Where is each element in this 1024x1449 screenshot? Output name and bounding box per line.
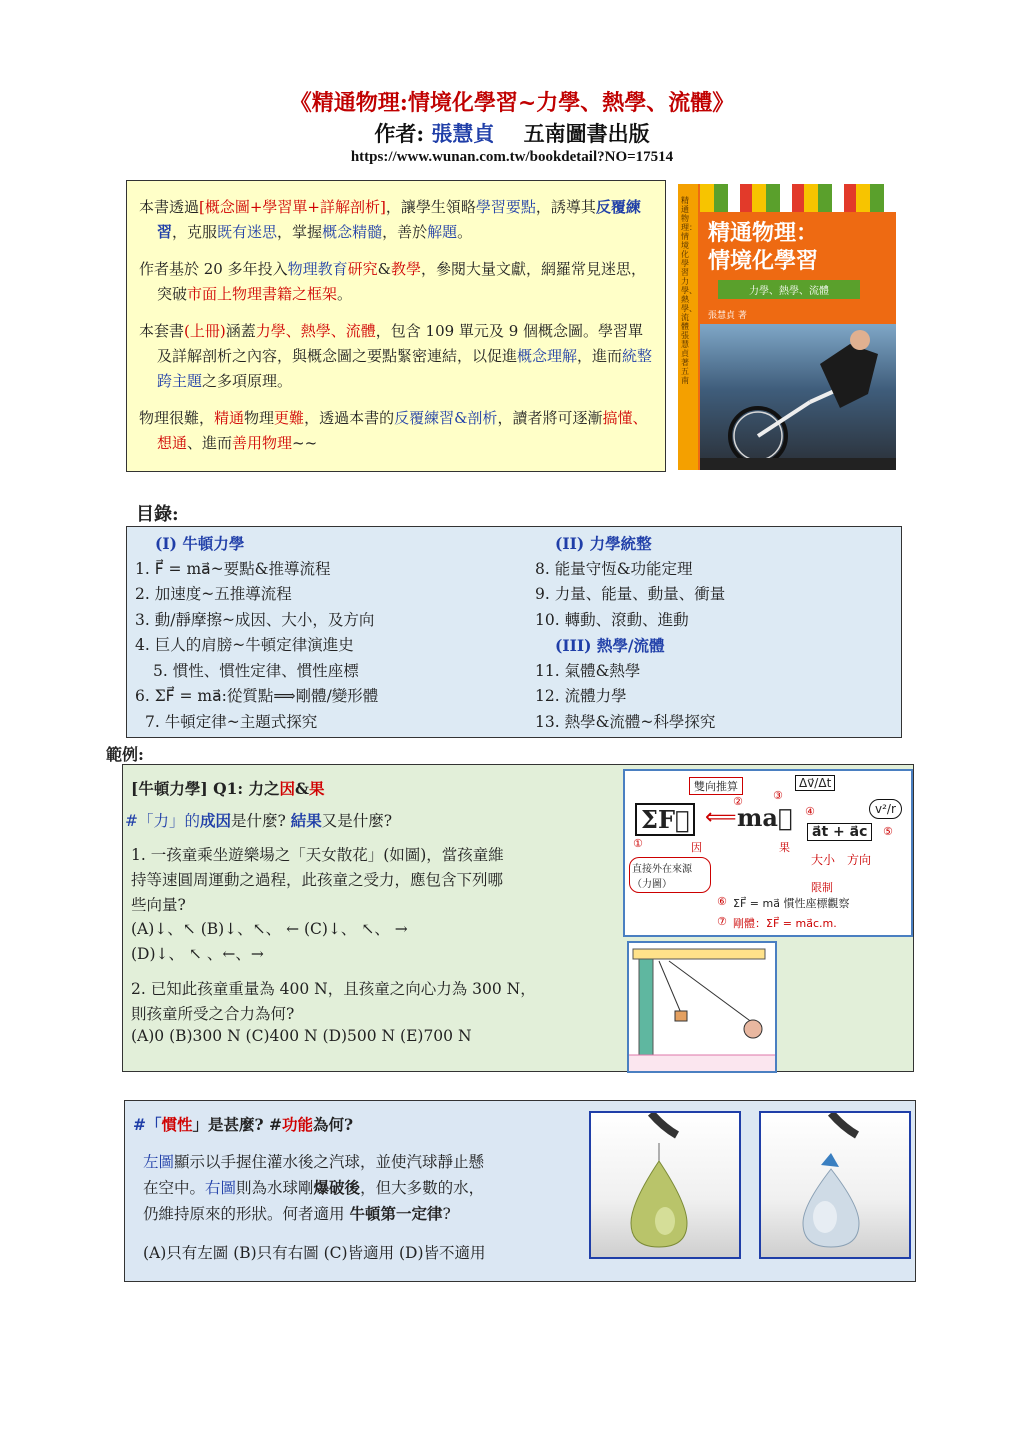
intro-box	[126, 180, 666, 472]
author-label: 作者:	[374, 121, 425, 146]
concept-diagram: 雙向推算 ΣF⃗ ⟸ ma⃗ Δv⃗/Δt v²/r a⃗t + a⃗c ① ② ③ ④ ⑤ ⑥ ⑦ 因 果 大小 方向 限制 直接外在來源（力圖） ΣF⃗ = ma⃗ 慣性座標觀察 剛體：ΣF⃗ = ma⃗c.m.	[623, 769, 913, 937]
toc-item[interactable]: 1. F⃗ = ma⃗~要點&推導流程	[135, 559, 331, 578]
toc-section[interactable]: (II) 力學統整	[555, 534, 652, 553]
example-q2-box	[124, 1100, 916, 1282]
toc-box	[126, 526, 902, 738]
cover-title: 精通物理： 情境化學習	[708, 221, 819, 274]
toc-right-column	[535, 531, 895, 735]
toc-section[interactable]: (III) 熱學/流體	[555, 636, 665, 655]
intro-paragraph-1: 本書透過[概念圖+學習單+詳解剖析]，讓學生領略學習要點，誘導其反覆練習，克服既有迷思，掌握概念精髓，善於解題。	[139, 198, 641, 241]
diagram-effect: 果	[779, 841, 790, 854]
toc-left-column	[135, 531, 525, 735]
diagram-at-ac: a⃗t + a⃗c	[807, 823, 872, 841]
intro-paragraph-3: 本套書(上冊)涵蓋力學、熱學、流體，包含 109 單元及 9 個概念圖。學習單及詳解剖析之內容，與概念圖之要點緊密連結，以促進概念理解，進而統整跨主題之多項原理。	[139, 322, 653, 390]
diagram-size: 大小	[811, 853, 836, 867]
toc-item[interactable]: 5. 慣性、慣性定律、慣性座標	[153, 661, 359, 680]
cover-spine	[678, 184, 698, 470]
toc-item[interactable]: 3. 動/靜摩擦~成因、大小，及方向	[135, 610, 375, 629]
toc-item[interactable]: 11. 氣體&熱學	[535, 661, 641, 680]
example-q1-box	[122, 764, 914, 1072]
cover-cyclist-photo	[700, 324, 896, 470]
diagram-rigid: 剛體：ΣF⃗ = ma⃗c.m.	[733, 917, 837, 930]
cover-author: 張慧貞 著	[708, 311, 747, 321]
diagram-direction: 方向	[847, 853, 872, 867]
water-balloon-right-image	[759, 1111, 911, 1259]
q1-title: [牛頓力學] Q1: 力之因&果	[131, 779, 325, 798]
diagram-inertial: ΣF⃗ = ma⃗ 慣性座標觀察	[733, 897, 850, 910]
q2-prompt: #「慣性」是甚麼? #功能為何?	[133, 1115, 354, 1134]
toc-item[interactable]: 6. ΣF⃗ = ma⃗:從質點⟹剛體/變形體	[135, 687, 379, 705]
diagram-sum-f: ΣF⃗	[635, 803, 695, 836]
diagram-bidirectional: 雙向推算	[689, 777, 743, 795]
toc-item[interactable]: 12. 流體力學	[535, 687, 627, 705]
diagram-cause: 因	[691, 841, 702, 854]
diagram-dv-dt: Δv⃗/Δt	[795, 775, 835, 791]
cover-pattern	[700, 184, 896, 212]
amusement-ride-image	[627, 941, 777, 1073]
q1-prompt: #「力」的成因是什麼? 結果又是什麼?	[125, 811, 393, 830]
diagram-arrow: ⟸	[705, 805, 737, 830]
diagram-external-source: 直接外在來源（力圖）	[629, 857, 711, 893]
toc-heading: 目錄:	[136, 504, 179, 525]
publisher: 五南圖書出版	[523, 121, 650, 146]
diagram-v2r: v²/r	[869, 799, 902, 819]
toc-section[interactable]: (I) 牛頓力學	[155, 534, 245, 553]
example-heading: 範例:	[106, 745, 144, 764]
q1-item2: 2. 已知此孩童重量為 400 N，且孩童之向心力為 300 N， 則孩童所受之合力為何?	[131, 980, 536, 1023]
author-line	[0, 118, 1024, 148]
q2-choices[interactable]: (A)只有左圖 (B)只有右圖 (C)皆適用 (D)皆不適用	[143, 1244, 486, 1262]
toc-item[interactable]: 13. 熱學&流體~科學探究	[535, 712, 716, 731]
toc-item[interactable]: 7. 牛頓定律~主題式探究	[145, 712, 318, 731]
cover-subtitle: 力學、熱學、流體	[718, 280, 860, 299]
page-title: 《精通物理:情境化學習~力學、熱學、流體》	[289, 90, 735, 116]
book-url[interactable]: https://www.wunan.com.tw/bookdetail?NO=17514	[350, 149, 674, 165]
toc-item[interactable]: 8. 能量守恆&功能定理	[535, 559, 693, 578]
toc-item[interactable]: 10. 轉動、滾動、進動	[535, 610, 689, 629]
author-name: 張慧貞	[431, 121, 495, 146]
q2-body: 左圖顯示以手握住灌水後之汽球，並使汽球靜止懸 在空中。右圖則為水球剛爆破後，但大多數的水， 仍維持原來的形狀。何者適用 牛頓第一定律?	[143, 1153, 485, 1223]
toc-item[interactable]: 4. 巨人的肩膀~牛頓定律演進史	[135, 636, 354, 654]
q1-choices1[interactable]: (A)↓、↖ (B)↓、↖、 ← (C)↓、 ↖、 → (D)↓、 ↖ 、←、→	[131, 920, 408, 963]
water-balloon-left-image	[589, 1111, 741, 1259]
intro-paragraph-4: 物理很難，精通物理更難，透過本書的反覆練習&剖析，讀者將可逐漸搞懂、想通、進而善用物理~~	[139, 409, 648, 452]
intro-paragraph-2: 作者基於 20 多年投入物理教育研究&教學，參閱大量文獻，網羅常見迷思，突破市面上物理書籍之框架。	[139, 260, 647, 303]
q1-choices2[interactable]: (A)0 (B)300 N (C)400 N (D)500 N (E)700 N	[131, 1027, 472, 1045]
toc-item[interactable]: 9. 力量、能量、動量、衝量	[535, 585, 726, 603]
diagram-ma: ma⃗	[737, 803, 793, 832]
q1-item1: 1. 一孩童乘坐遊樂場之「天女散花」(如圖)，當孩童維 持等速圓周運動之過程，此孩童之受力，應包含下列哪 些向量?	[131, 846, 504, 914]
book-cover	[678, 184, 896, 470]
diagram-constraint: 限制	[811, 881, 833, 894]
toc-item[interactable]: 2. 加速度~五推導流程	[135, 585, 292, 603]
cover-spine-text: 精通物理：情境化學習 力學、熱學、流體 張慧貞 著 五南	[681, 196, 697, 385]
